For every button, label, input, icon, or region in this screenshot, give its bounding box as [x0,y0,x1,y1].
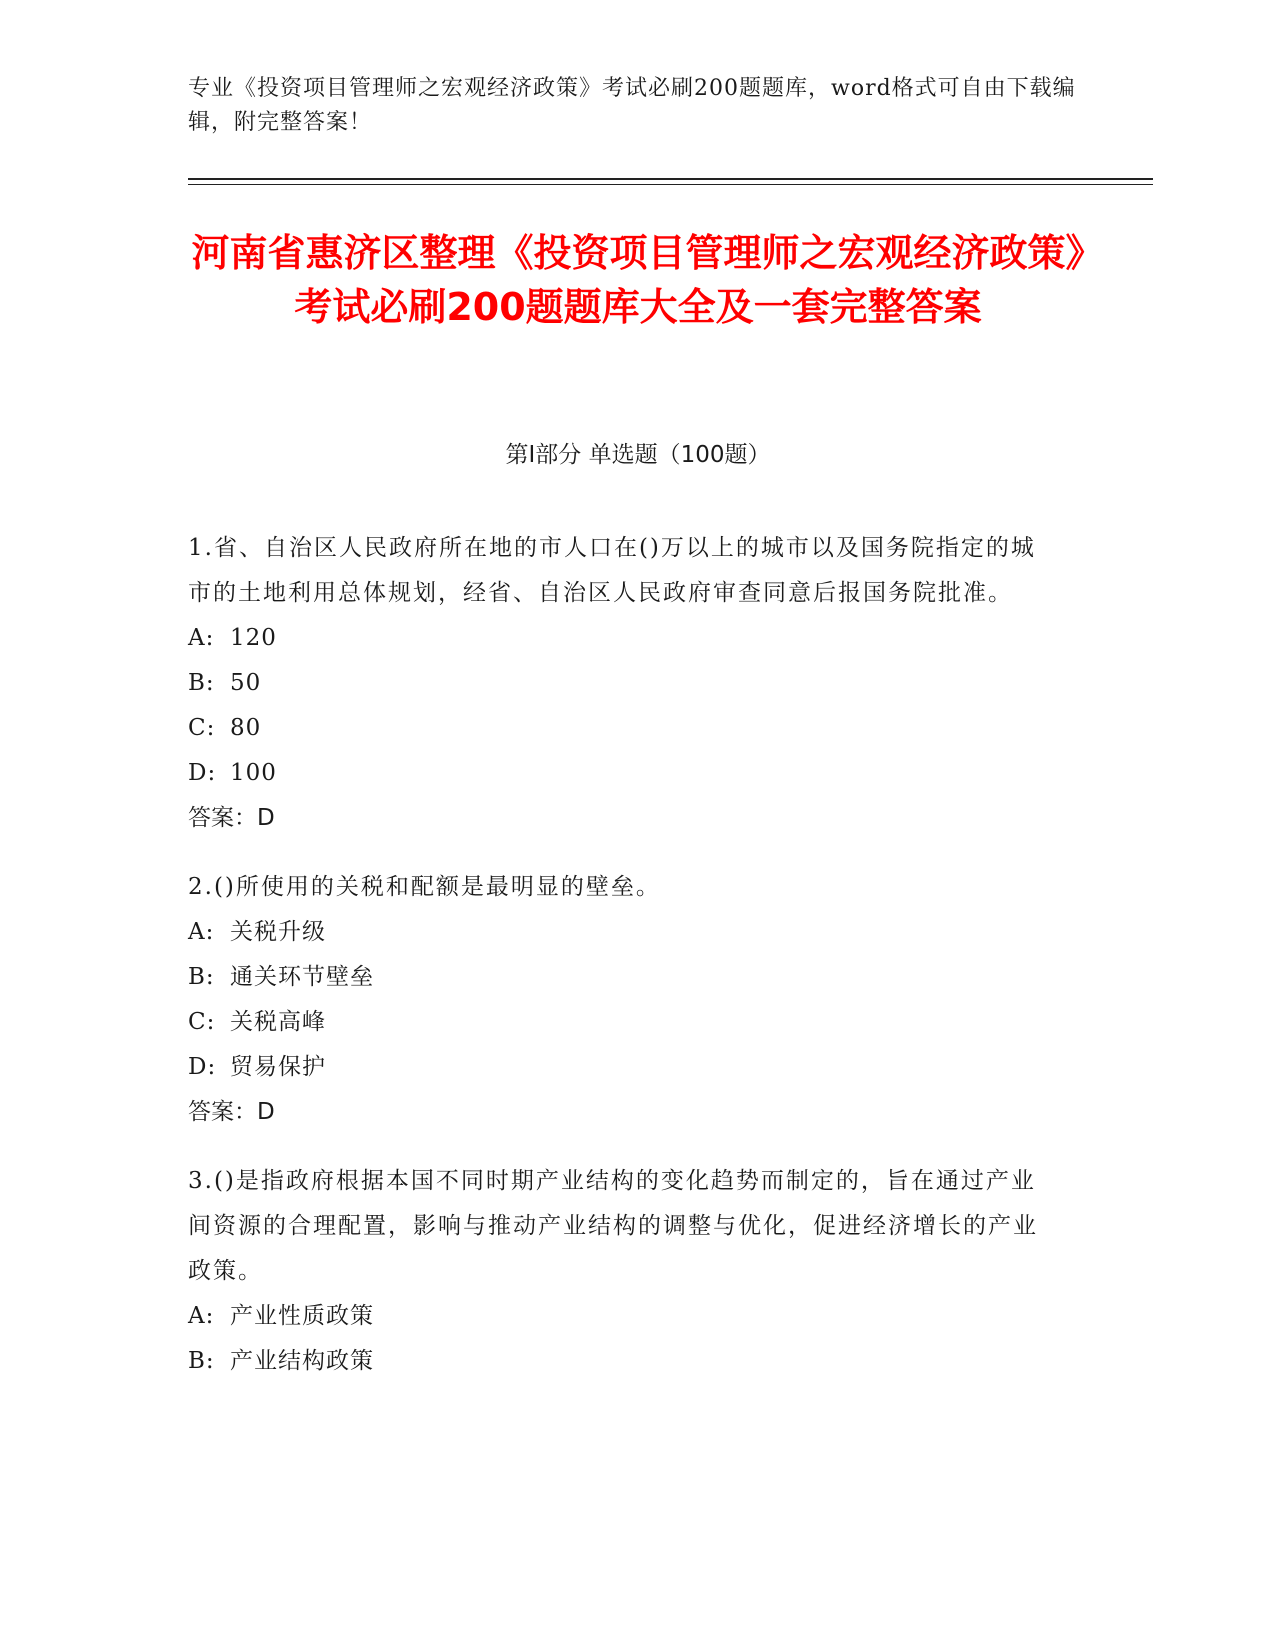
header-rule-thin [188,184,1153,185]
option-a [188,1294,1058,1339]
option-text: 80 [230,715,262,741]
answer-line: 答案：D [188,805,275,831]
option-text: 120 [230,625,277,651]
option-label: B: [188,1348,215,1374]
option-text: 产业性质政策 [230,1303,374,1329]
question-text: 2.()所使用的关税和配额是最明显的壁垒。 [188,874,661,900]
question-list [188,526,1058,1408]
option-text: 贸易保护 [230,1054,326,1080]
section-heading: 第Ⅰ部分 单选题（100题） [505,442,771,468]
option-b [188,661,1058,706]
option-label: A: [188,919,215,945]
option-b [188,955,1058,1000]
option-d [188,1045,1058,1090]
option-a [188,616,1058,661]
question-text: 1.省、自治区人民政府所在地的市人口在()万以上的城市以及国务院指定的城市的土地利用总体规划，经省、自治区人民政府审查同意后报国务院批准。 [188,535,1036,606]
option-c [188,1000,1058,1045]
option-label: B: [188,964,215,990]
option-text: 通关环节壁垒 [230,964,374,990]
option-d [188,751,1058,796]
question-1 [188,526,1058,841]
question-2 [188,865,1058,1135]
option-text: 50 [230,670,262,696]
option-label: B: [188,670,215,696]
question-3 [188,1159,1058,1384]
question-text: 3.()是指政府根据本国不同时期产业结构的变化趋势而制定的，旨在通过产业间资源的合理配置，影响与推动产业结构的调整与优化，促进经济增长的产业政策。 [188,1168,1038,1284]
option-label: D: [188,1054,217,1080]
document-title: 河南省惠济区整理《投资项目管理师之宏观经济政策》考试必刷200题题库大全及一套完整答案 [191,231,1085,329]
option-label: D: [188,760,217,786]
option-label: C: [188,715,216,741]
option-text: 产业结构政策 [230,1348,374,1374]
option-text: 关税升级 [230,919,326,945]
option-a [188,910,1058,955]
option-label: A: [188,1303,215,1329]
option-b [188,1339,1058,1384]
option-label: A: [188,625,215,651]
header-note: 专业《投资项目管理师之宏观经济政策》考试必刷200题题库，word格式可自由下载编辑，附完整答案！ [188,76,1076,135]
option-c [188,706,1058,751]
answer-line: 答案：D [188,1099,275,1125]
option-text: 关税高峰 [230,1009,326,1035]
option-text: 100 [230,760,277,786]
header-rule-thick [188,178,1153,180]
option-label: C: [188,1009,216,1035]
